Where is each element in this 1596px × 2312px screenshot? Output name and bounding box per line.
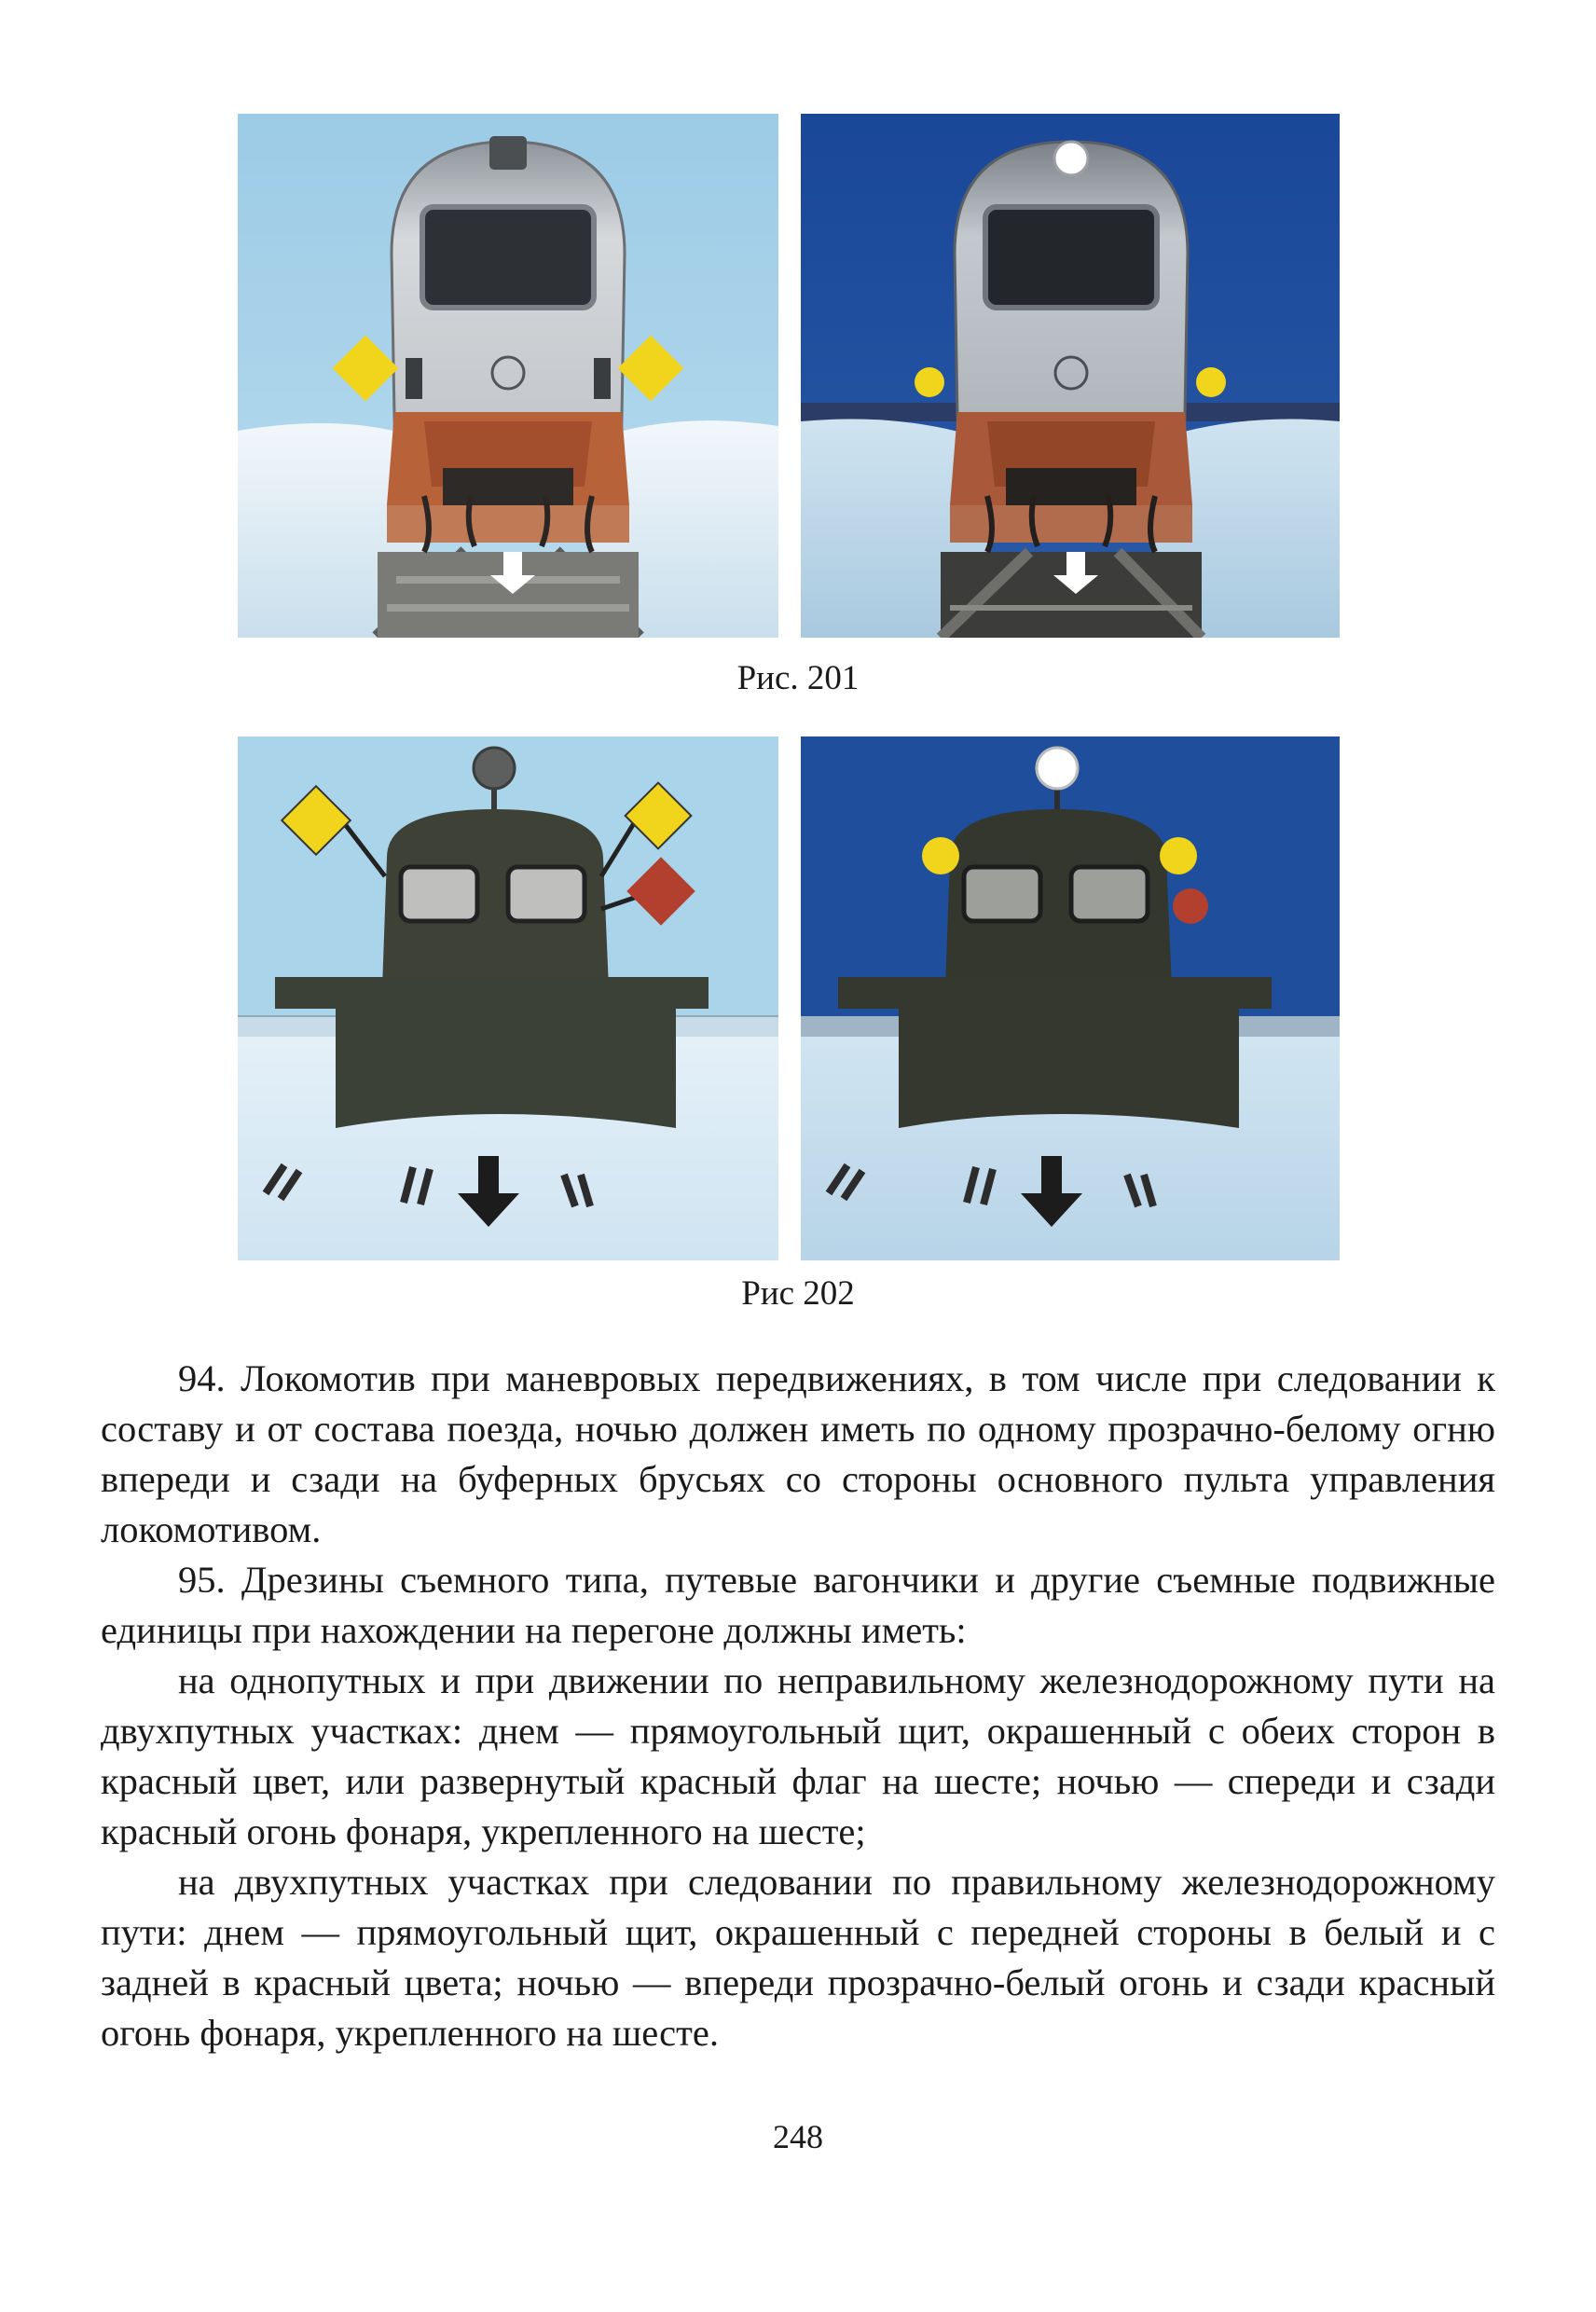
figure-201-caption: Рис. 201 [736, 659, 860, 697]
paragraph-95-single-track: на однопутных и при движении по неправильному железнодорожному пути на двухпутных участках: днем — прямоугольный щит, окрашенный с обеих сторон в красный цвет, или развернутый красный флаг на шесте; ночью — спереди и сзади красный огонь фонаря, укрепленного на шесте; [101, 1659, 1495, 1852]
figure-202-caption: Рис 202 [741, 1274, 855, 1313]
figure-202-night-image [801, 736, 1340, 1260]
paragraph-94: 94. Локомотив при маневровых передвижениях, в том числе при следовании к составу и от состава поезда, ночью должен иметь по одному прозрачно-белому огню впереди и сзади на буферных брусьях со стороны основного пульта управления локомотивом. [101, 1357, 1495, 1550]
body-text [101, 1354, 1495, 2058]
figure-201-day-image [238, 114, 778, 638]
paragraph-95-double-track: на двухпутных участках при следовании по правильному железнодорожному пути: днем — прямоугольный щит, окрашенный с передней стороны в белый и с задней в красный цвета; ночью — впереди прозрачно-белый огонь и сзади красный огонь фонаря, укрепленного на шесте. [101, 1861, 1495, 2054]
figure-202-day-image [238, 736, 778, 1260]
paragraph-95: 95. Дрезины съемного типа, путевые вагончики и другие съемные подвижные единицы при нахождении на перегоне должны иметь: [101, 1559, 1495, 1651]
figure-201-night-image [801, 114, 1340, 638]
page-number: 248 [773, 2118, 823, 2155]
